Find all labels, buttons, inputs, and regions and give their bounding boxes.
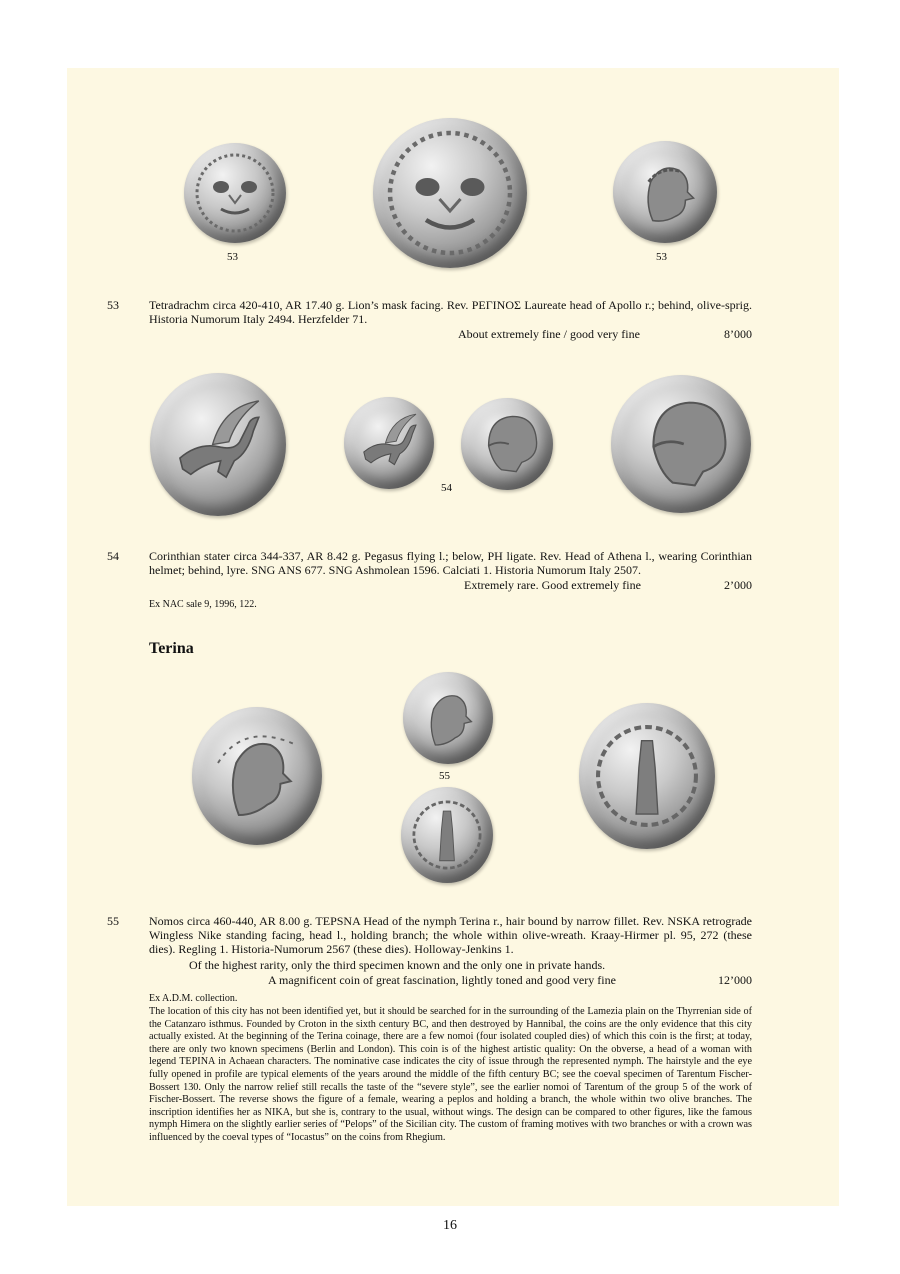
coin-53-lion-mask-small	[184, 143, 286, 243]
coin-55-nike-large	[579, 703, 715, 849]
lot-55-note: The location of this city has not been identified yet, but it should be searched for in the surrounding of the Lamezia plain on the Thyrrenian side of the Catanzaro isthmus. Founded by Croton in the sixth century BC, and then destroyed by Hannibal, the coins are the only evidence that this city actually existed. At the beginning of the Terina coinage, there are a few nomoi (four isolated coupled dies) of which this coin is the first; at today, there are only two known specimens (Berlin and London). This coin is of the highest artistic quality: On the obverse, a head of a woman with legend TEPINA in Achaean characters. The nominative case indicates the city of issue through the represented nymph. The hairstyle and the eye fully opened in profile are typical elements of the years around the middle of the fifth century BC; see the coeval specimen of Tarentum Fischer-Bossert 130. Only the narrow relief still recalls the taste of the “severe style”, see the earlier nomoi of Tarentum of the group 5 of the work of Fischer-Bossert. The reverse shows the figure of a female, wearing a peplos and holding a branch, the whole within two olive branches. The inscription identifies her as NIKA, but she is, contrary to the usual, without wings. The design can be compared to other figures, like the famous nymph Himera on the slightly earlier series of “Pelops” of the Sicilian city. The custom of framing motives with two branches or with a crown was influenced by the coeval types of “Iocastus” on the coins from Rhegium.	[149, 1006, 752, 1143]
lion-mask-icon	[184, 143, 286, 243]
coin-55-nymph-head-large	[192, 707, 322, 845]
lot-54-description: Corinthian stater circa 344-337, AR 8.42 g. Pegasus flying l.; below, PH ligate. Rev. Head of Athena l., wearing Corinthian helmet; behind, lyre. SNG ANS 677. SNG Ashmolean 1596. Calciati 1. Historia Numorum Italy 2507.	[149, 549, 752, 577]
page-number: 16	[443, 1218, 457, 1233]
coin-54-pegasus-small	[344, 397, 434, 489]
lot-55-grade: A magnificent coin of great fascination, lightly toned and good very fine	[268, 973, 616, 987]
lot-54-number: 54	[107, 549, 119, 563]
athena-helmet-icon	[611, 375, 751, 513]
coin-53-apollo-head	[613, 141, 717, 243]
coin-54-athena-small	[461, 398, 553, 490]
coin-label-53-right: 53	[656, 251, 667, 263]
lot-55-price: 12’000	[718, 973, 752, 987]
lot-53-grade: About extremely fine / good very fine	[458, 327, 640, 341]
athena-helmet-icon	[461, 398, 553, 490]
coin-54-athena-large	[611, 375, 751, 513]
lot-54-grade: Extremely rare. Good extremely fine	[464, 578, 641, 592]
coin-label-54: 54	[441, 482, 452, 494]
nike-wreath-icon	[401, 787, 493, 883]
lot-54-price: 2’000	[724, 578, 752, 592]
nymph-head-icon	[192, 707, 322, 845]
lot-55-number: 55	[107, 914, 119, 928]
lot-55-description: Nomos circa 460-440, AR 8.00 g. TEPSNA Head of the nymph Terina r., hair bound by narrow fillet. Rev. NSKA retrograde Wingless Nike standing facing, head l., holding branch; the whole within olive-wreath. Kraay-Hirmer pl. 95, 272 (these dies). Regling 1. Historia-Numorum 2567 (these dies). Holloway-Jenkins 1.	[149, 914, 752, 956]
lot-55-provenance: Ex A.D.M. collection.	[149, 993, 238, 1004]
lot-55-rarity: Of the highest rarity, only the third specimen known and the only one in private hands.	[189, 958, 606, 972]
pegasus-icon	[344, 397, 434, 489]
coin-55-nymph-head-small	[403, 672, 493, 764]
coin-53-lion-mask-large	[373, 118, 527, 268]
lion-mask-icon	[373, 118, 527, 268]
lot-53-price: 8’000	[724, 327, 752, 341]
lot-53-description: Tetradrachm circa 420-410, AR 17.40 g. Lion’s mask facing. Rev. ΡΕΓΙΝΟΣ Laureate head of Apollo r.; behind, olive-sprig. Historia Numorum Italy 2494. Herzfelder 71.	[149, 298, 752, 326]
section-title-terina: Terina	[149, 640, 194, 657]
coin-55-nike-small	[401, 787, 493, 883]
coin-label-55: 55	[439, 770, 450, 782]
coin-54-pegasus-large	[150, 373, 286, 516]
lot-54-provenance: Ex NAC sale 9, 1996, 122.	[149, 599, 257, 610]
nymph-head-icon	[403, 672, 493, 764]
apollo-head-icon	[613, 141, 717, 243]
lot-53-number: 53	[107, 298, 119, 312]
pegasus-icon	[150, 373, 286, 516]
coin-label-53-left: 53	[227, 251, 238, 263]
nike-wreath-icon	[579, 703, 715, 849]
